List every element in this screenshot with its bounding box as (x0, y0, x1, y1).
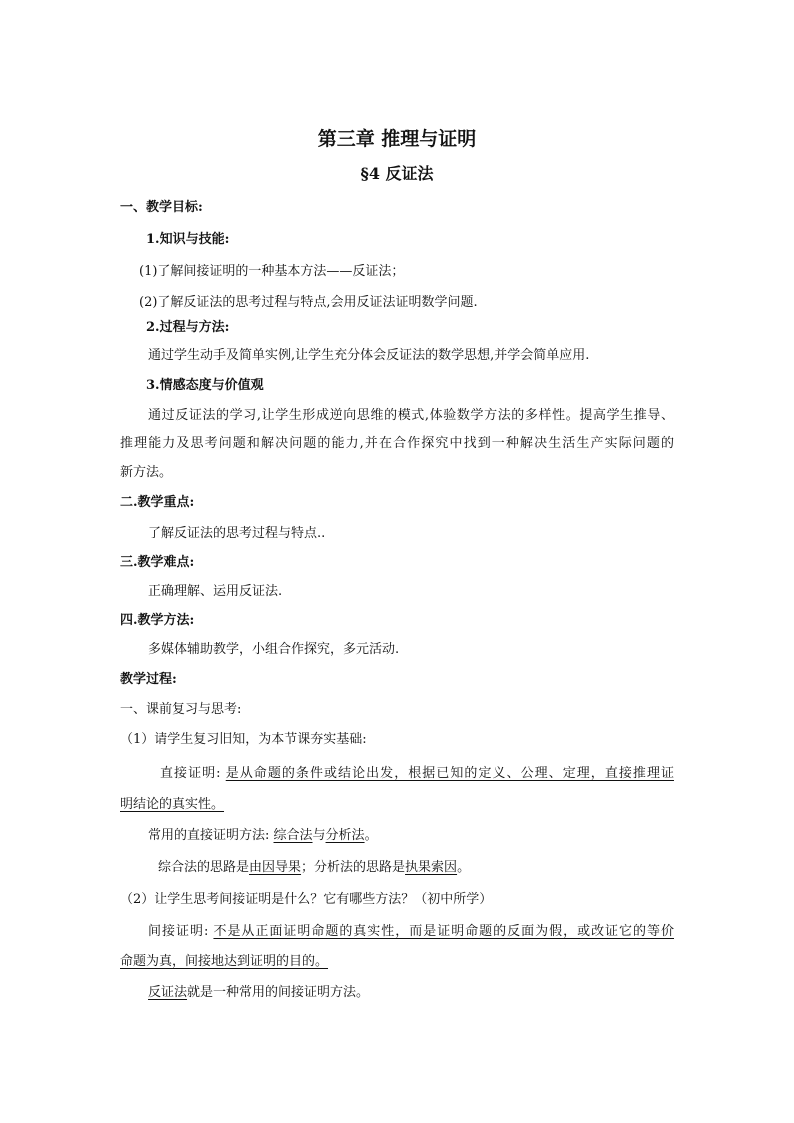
synthesis-method: 综合法 (273, 828, 313, 843)
synthesis-idea-prefix: 综合法的思路是 (158, 860, 250, 875)
contradiction-method-line (148, 985, 369, 1001)
teaching-process-heading: 教学过程: (120, 672, 177, 687)
contradiction-method-rest: 就是一种常用的间接证明方法。 (187, 985, 370, 1000)
methods-text: 多媒体辅助教学，小组合作探究，多元活动. (148, 642, 400, 657)
direct-proof-line-2 (120, 797, 224, 813)
period-text: 。 (457, 860, 471, 875)
analysis-idea-prefix: ；分析法的思路是 (301, 860, 406, 875)
indirect-proof-line-2 (120, 954, 328, 970)
direct-proof-line-1 (160, 766, 674, 782)
emotion-heading: 3.情感态度与价值观 (146, 378, 264, 393)
difficulties-heading: 三.教学难点: (120, 555, 195, 570)
indirect-proof-line-1 (148, 924, 674, 940)
and-text: 与 (312, 828, 326, 843)
common-methods-prefix: 常用的直接证明方法: (148, 828, 274, 843)
analysis-method: 分析法 (325, 828, 365, 843)
direct-proof-definition-2: 明结论的真实性。 (120, 797, 225, 812)
key-points-heading: 二.教学重点: (120, 495, 195, 510)
knowledge-item-2: (2)了解反证法的思考过程与特点,会用反证法证明数学问题. (139, 295, 478, 310)
indirect-proof-label: 间接证明: (148, 924, 214, 939)
process-method-text: 通过学生动手及简单实例,让学生充分体会反证法的数学思想,并学会简单应用. (148, 348, 590, 363)
section-title: §4 反证法 (360, 164, 434, 183)
emotion-line-2: 推理能力及思考问题和解决问题的能力,并在合作探究中找到一种解决生活生产实际问题的 (120, 436, 674, 451)
indirect-proof-definition-2: 命题为真，间接地达到证明的目的。 (120, 954, 329, 969)
question-1: （1）请学生复习旧知，为本节课夯实基础: (120, 732, 367, 747)
contradiction-method-term: 反证法 (148, 985, 188, 1000)
key-points-text: 了解反证法的思考过程与特点.. (148, 526, 326, 541)
direct-proof-definition-1: 是从命题的条件或结论出发，根据已知的定义、公理、定理，直接推理证 (225, 766, 674, 781)
process-method-heading: 2.过程与方法: (146, 320, 230, 335)
difficulties-text: 正确理解、运用反证法. (148, 584, 283, 599)
chapter-title: 第三章 推理与证明 (317, 128, 477, 150)
indirect-proof-definition-1: 不是从正面证明命题的真实性，而是证明命题的反面为假，或改证它的等价 (213, 924, 674, 939)
period-text: 。 (364, 828, 378, 843)
emotion-line-3: 新方法。 (120, 465, 173, 480)
synthesis-idea: 由因导果 (249, 860, 302, 875)
knowledge-item-1: (1)了解间接证明的一种基本方法——反证法； (139, 264, 405, 279)
analysis-idea: 执果索因 (405, 860, 458, 875)
knowledge-heading: 1.知识与技能: (146, 232, 230, 247)
common-direct-methods (148, 828, 378, 844)
method-ideas (158, 860, 470, 876)
review-heading: 一、课前复习与思考: (120, 702, 242, 717)
objectives-heading: 一、教学目标: (120, 200, 203, 215)
direct-proof-label: 直接证明: (160, 766, 226, 781)
emotion-line-1: 通过反证法的学习,让学生形成逆向思维的模式,体验数学方法的多样性。提高学生推导、 (148, 408, 674, 423)
methods-heading: 四.教学方法: (120, 613, 195, 628)
question-2: （2）让学生思考间接证明是什么？它有哪些方法？（初中所学） (120, 892, 493, 907)
